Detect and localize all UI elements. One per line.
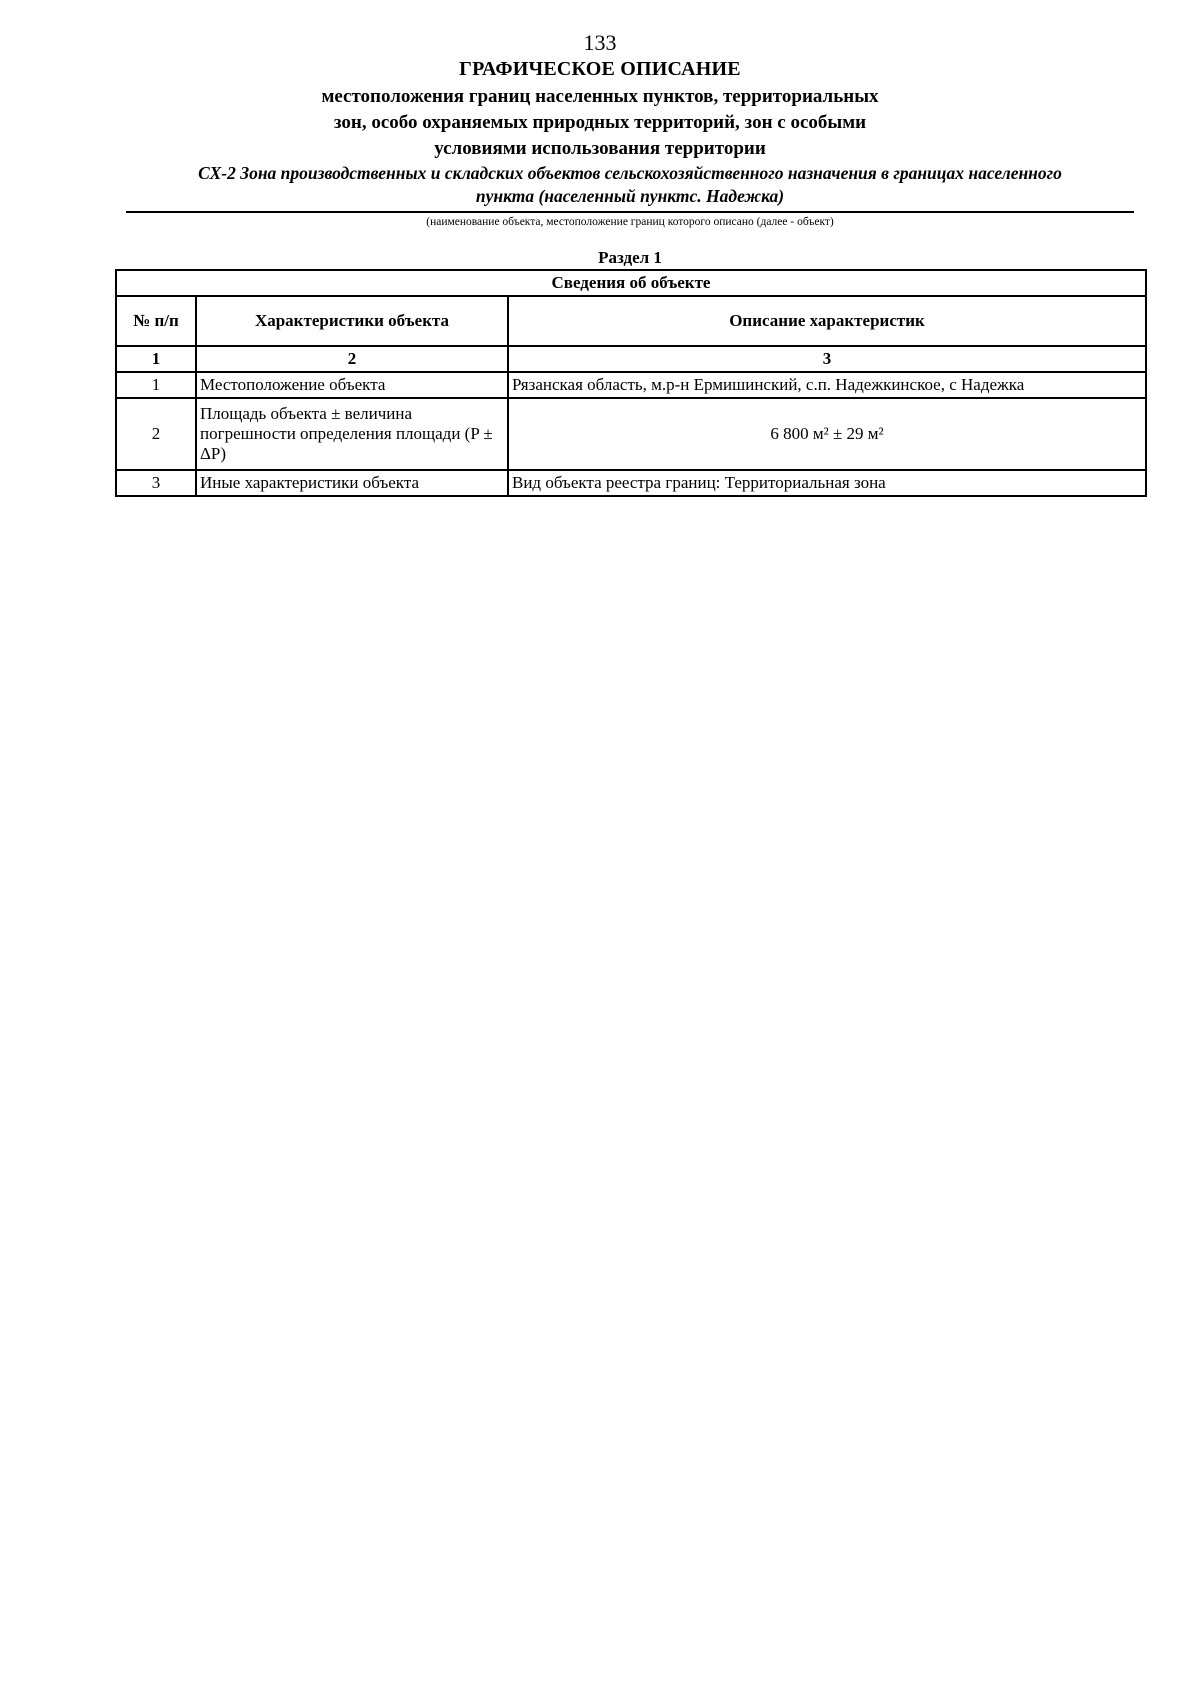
column-index-row bbox=[116, 346, 1146, 372]
row-characteristic: Местоположение объекта bbox=[196, 372, 508, 398]
object-name-underline bbox=[126, 211, 1134, 213]
subtitle-line: зон, особо охраняемых природных территорий, зон с особыми bbox=[333, 112, 867, 133]
table-header-row bbox=[116, 296, 1146, 346]
document-subtitle bbox=[0, 84, 1200, 162]
row-description: Вид объекта реестра границ: Территориальная зона bbox=[508, 470, 1146, 496]
row-characteristic: Иные характеристики объекта bbox=[196, 470, 508, 496]
row-num: 2 bbox=[116, 398, 196, 470]
subtitle-line: условиями использования территории bbox=[434, 138, 766, 159]
section-title: Раздел 1 bbox=[598, 248, 662, 267]
row-description: Рязанская область, м.р-н Ермишинский, с.п. Надежкинское, с Надежка bbox=[508, 372, 1146, 398]
object-info-table bbox=[115, 269, 1147, 497]
table-caption-row bbox=[116, 270, 1146, 296]
column-header-description: Описание характеристик bbox=[508, 296, 1146, 346]
document-title: ГРАФИЧЕСКОЕ ОПИСАНИЕ bbox=[459, 58, 741, 80]
table-row bbox=[116, 372, 1146, 398]
subtitle-line: местоположения границ населенных пунктов, территориальных bbox=[321, 86, 879, 107]
object-name bbox=[126, 162, 1134, 208]
row-description: 6 800 м² ± 29 м² bbox=[508, 398, 1146, 470]
column-index: 3 bbox=[508, 346, 1146, 372]
row-characteristic: Площадь объекта ± величина погрешности определения площади (P ± ΔP) bbox=[196, 398, 508, 470]
table-row bbox=[116, 470, 1146, 496]
object-caption: (наименование объекта, местоположение границ которого описано (далее - объект) bbox=[426, 216, 834, 228]
row-num: 1 bbox=[116, 372, 196, 398]
table-caption: Сведения об объекте bbox=[116, 270, 1146, 296]
column-header-num: № п/п bbox=[116, 296, 196, 346]
column-index: 2 bbox=[196, 346, 508, 372]
column-header-characteristic: Характеристики объекта bbox=[196, 296, 508, 346]
object-name-line: пункта (населенный пунктс. Надежка) bbox=[475, 186, 785, 206]
column-index: 1 bbox=[116, 346, 196, 372]
table-row bbox=[116, 398, 1146, 470]
object-name-line: СХ-2 Зона производственных и складских объектов сельскохозяйственного назначения в границах населенного bbox=[198, 163, 1062, 183]
page-number: 133 bbox=[583, 30, 617, 55]
row-num: 3 bbox=[116, 470, 196, 496]
